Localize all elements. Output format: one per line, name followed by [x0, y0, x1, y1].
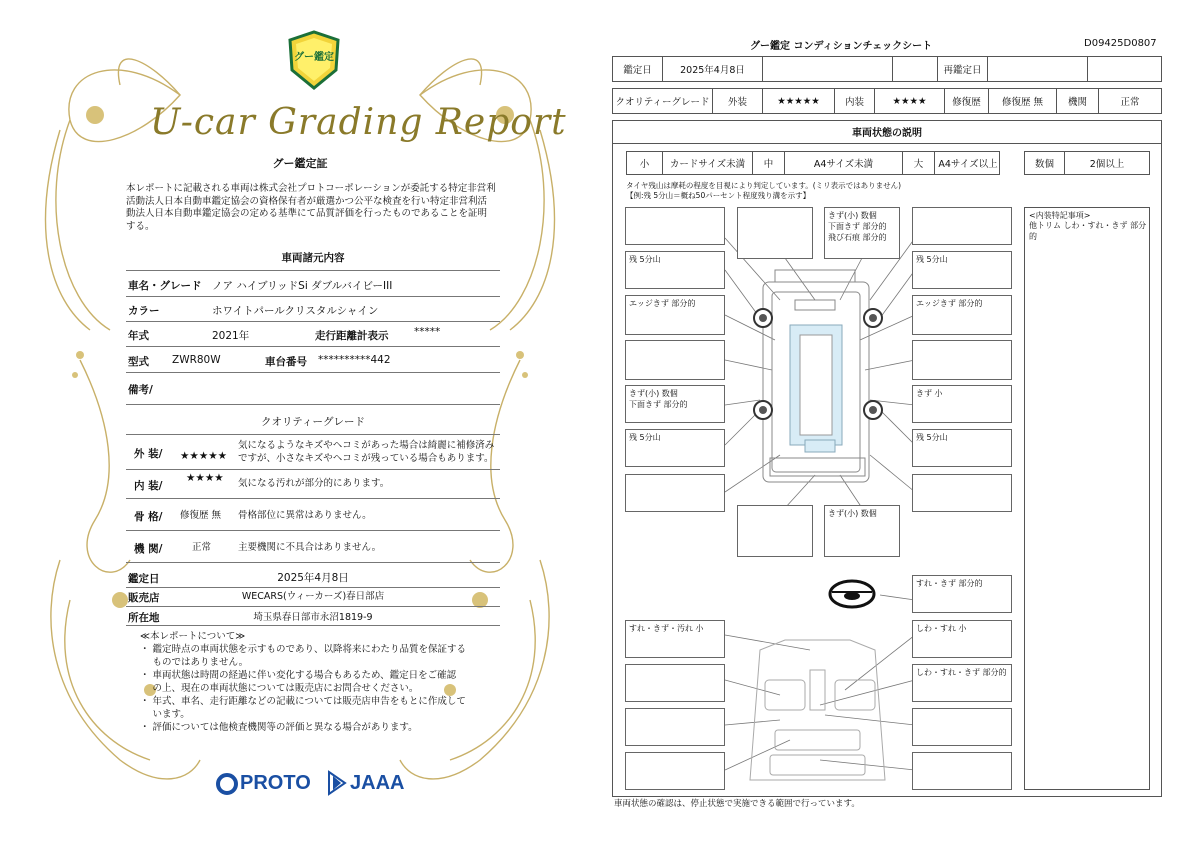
date-value: 2025年4月8日: [663, 57, 763, 81]
divider: [126, 498, 500, 499]
repair-label: 修復歴: [945, 89, 989, 113]
certificate-subtitle: グー鑑定証: [272, 157, 328, 170]
chassis-label: 車台番号: [265, 356, 307, 368]
damage-box-right-mid: きず 小: [912, 385, 1012, 423]
damage-box: [912, 474, 1012, 512]
goo-kantei-badge: [286, 30, 342, 90]
divider: [126, 372, 500, 373]
divider: [126, 434, 500, 435]
condition-check-sheet: [600, 0, 1200, 848]
exterior-stars: ★★★★★: [180, 450, 228, 462]
damage-box: [625, 340, 725, 380]
size-large: 大: [903, 152, 935, 174]
tire-box-front-left: 残 5分山: [625, 251, 725, 289]
damage-box: [625, 708, 725, 746]
mileage-value: *****: [414, 326, 441, 338]
exterior-desc-1: 気になるようなキズやヘコミがあった場合は綺麗に補修済み: [238, 440, 495, 451]
color-value: ホワイトパールクリスタルシャイン: [212, 305, 379, 317]
address-value: 埼玉県春日部市永沼1819-9: [253, 612, 373, 623]
engine-value: 正常: [1120, 97, 1140, 108]
tire-box-front-right: 残 5分山: [912, 251, 1012, 289]
interior-stars: ★★★★: [875, 89, 945, 113]
divider: [126, 562, 500, 563]
damage-box-rear-center: きず(小) 数個: [824, 505, 900, 557]
section-title: 車両状態の説明: [612, 120, 1162, 144]
damage-box-interior-right-2: しわ・すれ・きず 部分的: [912, 664, 1012, 702]
name-grade-label: 車名・グレード: [128, 280, 202, 292]
color-label: カラー: [128, 305, 160, 317]
reappraisal-label: 再鑑定日: [938, 57, 988, 81]
exterior-desc-2: ですが、小さなキズやヘコミが残っている場合もあります。: [238, 453, 494, 464]
damage-box: [625, 207, 725, 245]
exterior-label: 外装: [713, 89, 763, 113]
damage-box: [912, 340, 1012, 380]
sheet-title: グー鑑定 コンディションチェックシート: [750, 41, 933, 52]
damage-box-edge-left: エッジきず 部分的: [625, 295, 725, 335]
steering-wheel-icon: [830, 581, 874, 607]
exterior-stars: ★★★★★: [763, 89, 835, 113]
interior-notes-title: <内装特記事項>: [1029, 211, 1091, 220]
divider: [126, 321, 500, 322]
frame-desc: 骨格部位に異常はありません。: [238, 510, 372, 521]
year-label: 年式: [128, 330, 149, 342]
engine-desc: 主要機関に不具合はありません。: [238, 542, 382, 553]
divider: [126, 296, 500, 297]
tire-box-rear-left: 残 5分山: [625, 429, 725, 467]
engine-label: 機関: [1057, 89, 1099, 113]
size-small: 小: [627, 152, 663, 174]
jaaa-logo-icon: [327, 770, 347, 796]
damage-box: [737, 207, 813, 259]
jaaa-logo: JAAA: [350, 772, 405, 794]
proto-logo: PROTO: [240, 772, 311, 794]
damage-box-steering: すれ・きず 部分的: [912, 575, 1012, 613]
interior-label: 内装: [835, 89, 875, 113]
repair-value: 修復歴 無: [989, 89, 1057, 113]
size-medium: 中: [753, 152, 785, 174]
damage-box: [625, 752, 725, 790]
address-label: 所在地: [128, 612, 160, 624]
frame-label: 骨 格/: [134, 511, 163, 523]
damage-box-edge-right: エッジきず 部分的: [912, 295, 1012, 335]
tire-note-2: 【例:残 5分山＝概ね50パーセント程度残り溝を示す】: [626, 191, 811, 200]
damage-box-left-mid: きず(小) 数個 下面きず 部分的: [625, 385, 725, 423]
shop-label: 販売店: [128, 592, 160, 604]
name-grade-value: ノア ハイブリッドSi ダブルバイビーIII: [212, 280, 393, 292]
damage-box: [912, 207, 1012, 245]
size-small-desc: カードサイズ未満: [663, 152, 753, 174]
appraisal-date-label: 鑑定日: [128, 573, 160, 585]
proto-logo-icon: [216, 773, 238, 795]
damage-box: [625, 474, 725, 512]
mileage-label: 走行距離計表示: [315, 330, 389, 342]
model-label: 型式: [128, 356, 149, 368]
report-script-title: U-car Grading Report: [150, 102, 567, 143]
interior-notes-panel: [1024, 207, 1150, 790]
spec-title: 車両諸元内容: [281, 252, 345, 264]
count-label: 数個: [1025, 152, 1065, 174]
damage-box-interior-left: すれ・きず・汚れ 小: [625, 620, 725, 658]
appraisal-date-value: 2025年4月8日: [277, 572, 349, 584]
badge-text: グー鑑定: [294, 52, 334, 63]
exterior-label: 外 装/: [134, 448, 163, 460]
note-line: ものではありません。: [140, 657, 249, 668]
interior-notes-text: 他トリム しわ・すれ・きず 部分的: [1029, 221, 1147, 241]
document-id: D09425D0807: [1084, 38, 1157, 49]
divider: [126, 346, 500, 347]
engine-value: 正常: [192, 542, 212, 553]
divider: [126, 587, 500, 588]
quality-title: クオリティーグレード: [261, 416, 365, 428]
interior-label: 内 装/: [134, 480, 163, 492]
note-line: います。: [140, 709, 190, 720]
sheet-footer: 車両状態の確認は、停止状態で実施できる範囲で行っています。: [614, 799, 860, 809]
tire-box-rear-right: 残 5分山: [912, 429, 1012, 467]
divider: [126, 625, 500, 626]
divider: [126, 270, 500, 271]
quality-grade-label: クオリティーグレード: [613, 89, 713, 113]
tire-note-1: タイヤ残山は摩耗の程度を目視により判定しています。(ミリ表示ではありません): [626, 181, 902, 190]
count-desc: 2個以上: [1089, 159, 1125, 170]
remarks-label: 備考/: [128, 384, 153, 396]
divider: [126, 606, 500, 607]
divider: [126, 404, 500, 405]
certificate-intro: 本レポートに記載される車両は株式会社プロトコーポレーションが委託する特定非営利活動法人日本自動車鑑定協会の資格保有者が厳選かつ公平な検査を行い特定非営利活動法人日本自動車鑑定協会の定める基準にて品質評価を行ったものであることを証明する。: [126, 183, 496, 232]
interior-desc: 気になる汚れが部分的にあります。: [238, 478, 390, 489]
frame-value: 修復歴 無: [180, 510, 222, 521]
note-line: ・ 鑑定時点の車両状態を示すものであり、以降将来にわたり品質を保証する: [140, 644, 467, 655]
note-line: ・ 評価については他検査機関等の評価と異なる場合があります。: [140, 722, 418, 733]
damage-box: [625, 664, 725, 702]
chassis-value: **********442: [318, 354, 391, 366]
date-label: 鑑定日: [613, 57, 663, 81]
size-medium-desc: A4サイズ未満: [785, 152, 903, 174]
damage-box: [912, 708, 1012, 746]
damage-box: [737, 505, 813, 557]
damage-box-interior-right-1: しわ・すれ 小: [912, 620, 1012, 658]
note-line: ・ 車両状態は時間の経過に伴い変化する場合もあるため、鑑定日をご確認: [140, 670, 457, 681]
divider: [126, 530, 500, 531]
note-line: の上、現在の車両状態については販売店にお問合せください。: [140, 683, 419, 694]
notes-title: ≪本レポートについて≫: [140, 631, 246, 642]
note-line: ・ 年式、車名、走行距離などの記載については販売店申告をもとに作成して: [140, 696, 466, 707]
damage-box: [912, 752, 1012, 790]
divider: [126, 469, 500, 470]
shop-value: WECARS(ウィーカーズ)春日部店: [241, 591, 385, 602]
interior-stars: ★★★★: [186, 472, 224, 484]
model-value: ZWR80W: [172, 354, 221, 366]
engine-label: 機 関/: [134, 543, 163, 555]
year-value: 2021年: [212, 330, 250, 342]
size-large-desc: A4サイズ以上: [938, 159, 998, 170]
damage-box-top-center: きず(小) 数個 下面きず 部分的 飛び石痕 部分的: [824, 207, 900, 259]
